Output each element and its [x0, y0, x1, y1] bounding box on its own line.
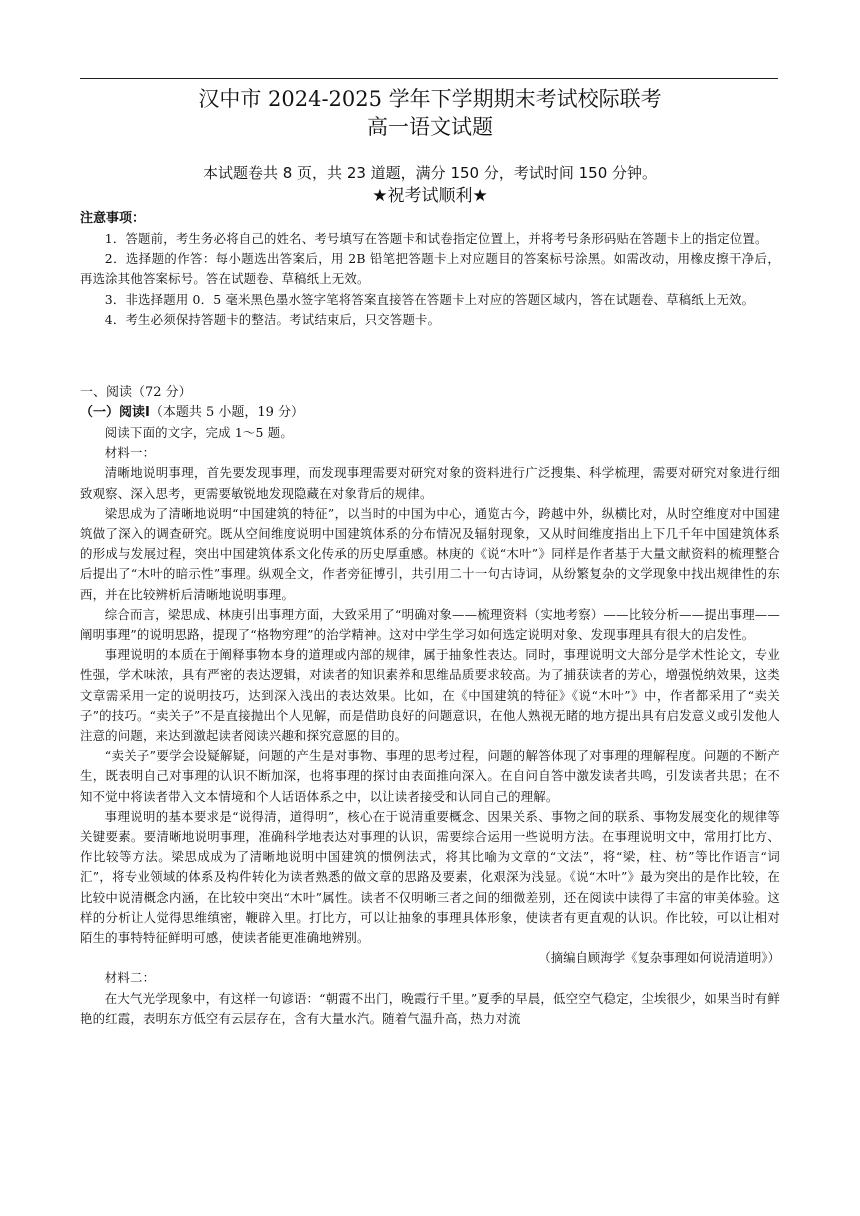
subsection-title: （一）阅读Ⅰ — [80, 405, 150, 420]
notice-item: 2．选择题的作答：每小题选出答案后，用 2B 铅笔把答题卡上对应题目的答案标号涂黑。如需改动，用橡皮擦干净后，再选涂其他答案标号。答在试题卷、草稿纸上无效。 — [80, 251, 780, 287]
subsection-note: （本题共 5 小题，19 分） — [149, 405, 305, 420]
exam-subtitle: 高一语文试题 — [367, 115, 493, 139]
material-source: （摘编自顾海学《复杂事理如何说清道明》） — [538, 950, 780, 966]
notice-heading: 注意事项： — [80, 211, 146, 226]
section-heading: 一、阅读（72 分） — [80, 385, 192, 400]
material-paragraph: “卖关子”要学会设疑解疑，问题的产生是对事物、事理的思考过程，问题的解答体现了对事理的理解程度。问题的不断产生，既表明自己对事理的认识不断加深，也将事理的探讨由表面推向深入。在自问自答中激发读者共鸣，引发读者共思；在不知不觉中将读者带入文本情境和个人话语体系之中，以让读者接受和认同自己的理解。 — [80, 748, 780, 804]
notice-item: 4．考生必须保持答题卡的整洁。考试结束后，只交答题卡。 — [104, 311, 441, 327]
top-rule — [80, 78, 778, 79]
material-paragraph: 清晰地说明事理，首先要发现事理，而发现事理需要对研究对象的资料进行广泛搜集、科学梳理，需要对研究对象进行细致观察、深入思考，更需要敏锐地发现隐藏在对象背后的规律。 — [80, 465, 780, 501]
material-label: 材料二： — [104, 970, 156, 986]
material-paragraph: 综合而言，梁思成、林庚引出事理方面，大致采用了“明确对象——梳理资料（实地考察）——比较分析——提出事理——阐明事理”的说明思路，提现了“格物穷理”的治学精神。这对中学生学习如何选定说明对象、发现事理具有很大的启发性。 — [80, 606, 780, 643]
exam-info: 本试题卷共 8 页，共 23 道题，满分 150 分，考试时间 150 分钟。 — [202, 164, 658, 182]
notice-item: 3．非选择题用 0．5 毫米黑色墨水签字笔将答案直接答在答题卡上对应的答题区域内，答在试题卷、草稿纸上无效。 — [104, 291, 755, 307]
material-label: 材料一： — [104, 445, 156, 461]
material-paragraph: 事理说明的本质在于阐释事物本身的道理或内部的规律，属于抽象性表达。同时，事理说明文大部分是学术性论文，专业性强，学术味浓，具有严密的表达逻辑，对读者的知识素养和思维品质要求较高。为了捕获读者的芳心，增强悦纳效果，这类文章需采用一定的说明技巧，达到深入浅出的表达效果。比如，在《中国建筑的特征》《说“木叶”》中，作者都采用了“卖关子”的技巧。“卖关子”不是直接抛出个人见解，而是借助良好的问题意识，在他人熟视无睹的地方提出具有启发意义或引发他人注意的问题，来达到激起读者阅读兴趣和探究意愿的目的。 — [80, 647, 780, 744]
material-paragraph: 梁思成为了清晰地说明“中国建筑的特征”，以当时的中国为中心，通览古今，跨越中外，纵横比对，从时空维度对中国建筑做了深入的调查研究。既从空间维度说明中国建筑体系的分布情况及辐射现象，又从时间维度指出上下几千年中国建筑体系的形成与发展过程，突出中国建筑体系文化传承的历史厚重感。林庚的《说“木叶”》同样是作者基于大量文献资料的梳理整合后提出了“木叶的暗示性”事理。纵观全文，作者旁征博引，共引用二十一句古诗词，从纷繁复杂的文学现象中找出规律性的东西，并在比较辨析后清晰地说明事理。 — [80, 505, 780, 602]
material-paragraph: 事理说明的基本要求是“说得清，道得明”，核心在于说清重要概念、因果关系、事物之间的联系、事物发展变化的规律等关键要素。要清晰地说明事理，准确科学地表达对事理的认识，需要综合运用一些说明方法。在事理说明文中，常用打比方、作比较等方法。梁思成成为了清晰地说明中国建筑的惯例法式，将其比喻为文章的“文法”，将“梁，柱、枋”等比作语言“词汇”，将专业领域的体系及构件转化为读者熟悉的做文章的思路及要素，化艰深为浅显。《说“木叶”》最为突出的是作比较，在比较中说清概念内涵，在比较中突出“木叶”属性。读者不仅明晰三者之间的细微差别，还在阅读中读得了丰富的审美体验。这样的分析让人觉得思维缜密，鞭辟入里。打比方，可以让抽象的事理具体形象，使读者有更直观的认识。作比较，可以让相对陌生的事特特征鲜明可感，使读者能更准确地辨别。 — [80, 808, 780, 946]
instruction: 阅读下面的文字，完成 1～5 题。 — [104, 425, 293, 440]
exam-wish: ★祝考试顺利★ — [372, 186, 488, 206]
exam-title: 汉中市 2024-2025 学年下学期期末考试校际联考 — [198, 87, 662, 111]
material-paragraph: 在大气光学现象中，有这样一句谚语：“朝霞不出门，晚霞行千里。”夏季的早晨，低空空气稳定，尘埃很少，如果当时有鲜艳的红霞，表明东方低空有云层存在，含有大量水汽。随着气温升高，热力对流 — [80, 990, 780, 1026]
subsection-heading — [80, 403, 780, 423]
notice-block — [80, 209, 780, 330]
notice-item: 1．答题前，考生务必将自己的姓名、考号填写在答题卡和试卷指定位置上，并将考号条形码贴在答题卡上的指定位置。 — [104, 231, 768, 246]
reading-section — [80, 383, 780, 1029]
